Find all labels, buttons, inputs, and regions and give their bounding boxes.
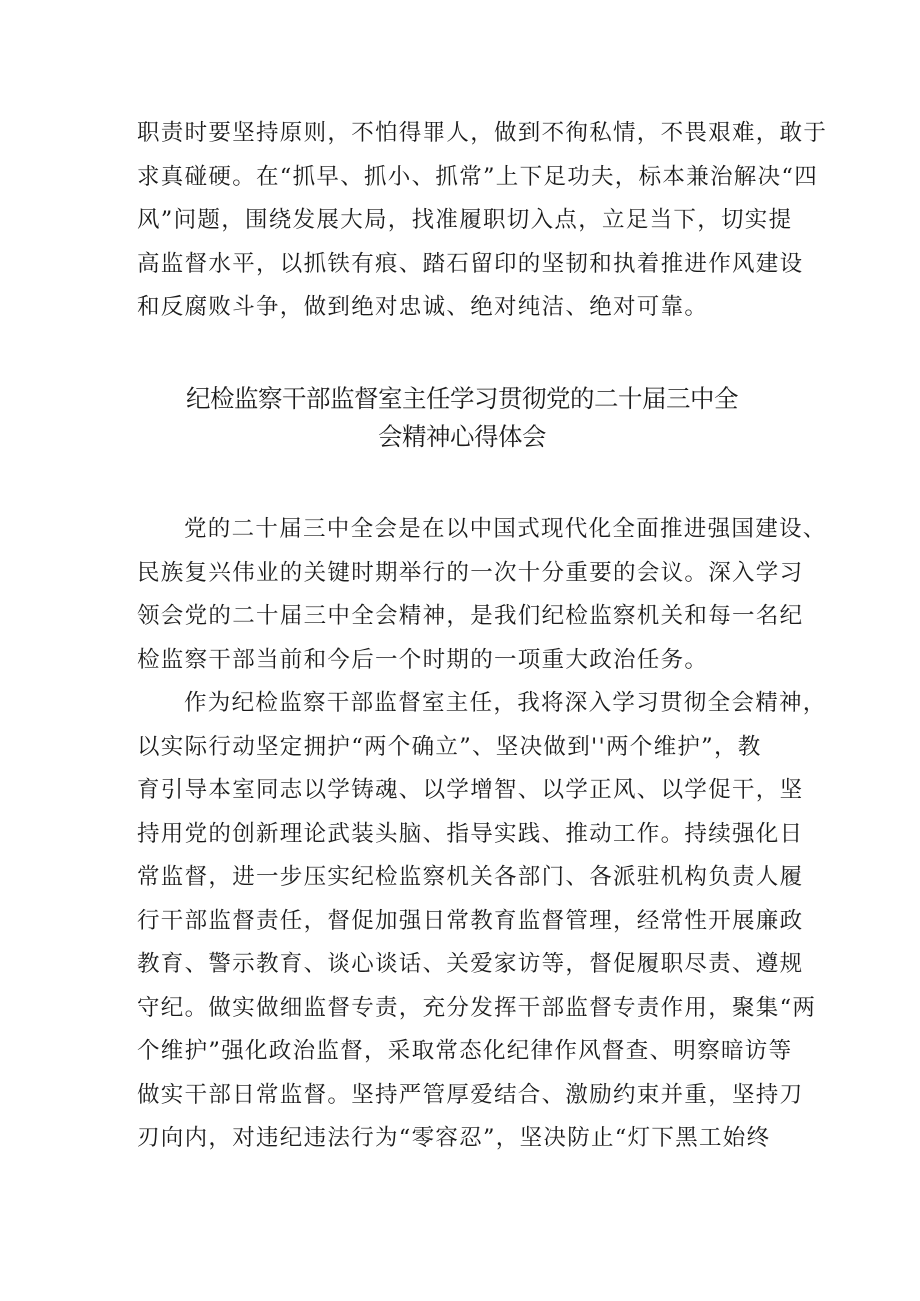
paragraph-line: 行干部监督责任，督促加强日常教育监督管理，经常性开展廉政 [137, 907, 804, 934]
paragraph-line: 守纪。做实做细监督专责，充分发挥干部监督专责作用，聚集“两 [137, 994, 817, 1021]
intro-paragraph [137, 112, 828, 330]
paragraph-line: 职责时要坚持原则，不怕得罪人，做到不徇私情，不畏艰难，敢于 [137, 120, 828, 146]
document-title [137, 380, 787, 456]
paragraph-line: 个维护”强化政治监督，采取常态化纪律作风督查、明察暗访等 [137, 1038, 793, 1064]
paragraph-line: 以实际行动坚定拥护“两个确立”、坚决做到''两个维护”，教 [137, 733, 762, 760]
paragraph-line: 持用党的创新理论武装头脑、指导实践、推动工作。持续强化日 [137, 820, 804, 847]
paragraph-line: 检监察干部当前和今后一个时期的一项重大政治任务。 [137, 646, 709, 673]
paragraph-line: 民族复兴伟业的关键时期举行的一次十分重要的会议。深入学习 [137, 559, 804, 586]
paragraph-line: 常监督，进一步压实纪检监察机关各部门、各派驻机构负责人履 [137, 864, 804, 890]
paragraph-line: 作为纪检监察干部监督室主任，我将深入学习贯彻全会精神， [184, 690, 827, 716]
paragraph-line: 做实干部日常监督。坚持严管厚爱结合、激励约束并重，坚持刀 [137, 1081, 804, 1108]
paragraph-1 [137, 508, 827, 682]
paragraph-2 [137, 682, 827, 1161]
paragraph-line: 领会党的二十届三中全会精神，是我们纪检监察机关和每一名纪 [137, 603, 804, 629]
paragraph-line: 高监督水平，以抓铁有痕、踏石留印的坚韧和执着推进作风建设 [137, 250, 804, 277]
paragraph-line: 党的二十届三中全会是在以中国式现代化全面推进强国建设、 [184, 516, 827, 542]
paragraph-line: 教育、警示教育、谈心谈话、关爱家访等，督促履职尽责、遵规 [137, 951, 804, 977]
title-line: 会精神心得体会 [378, 422, 546, 451]
title-line: 纪检监察干部监督室主任学习贯彻党的二十届三中全 [186, 384, 738, 413]
paragraph-line: 风”问题，围绕发展大局，找准履职切入点，立足当下，切实提 [137, 207, 793, 233]
paragraph-line: 刃向内，对违纪违法行为“零容忍”，坚决防止“灯下黑工始终 [137, 1125, 771, 1151]
paragraph-line: 育引导本室同志以学铸魂、以学增智、以学正风、以学促干，坚 [137, 777, 804, 803]
paragraph-line: 和反腐败斗争，做到绝对忠诚、绝对纯洁、绝对可靠。 [137, 294, 709, 320]
paragraph-line: 求真碰硬。在“抓早、抓小、抓常”上下足功夫，标本兼治解决“四 [137, 163, 819, 190]
